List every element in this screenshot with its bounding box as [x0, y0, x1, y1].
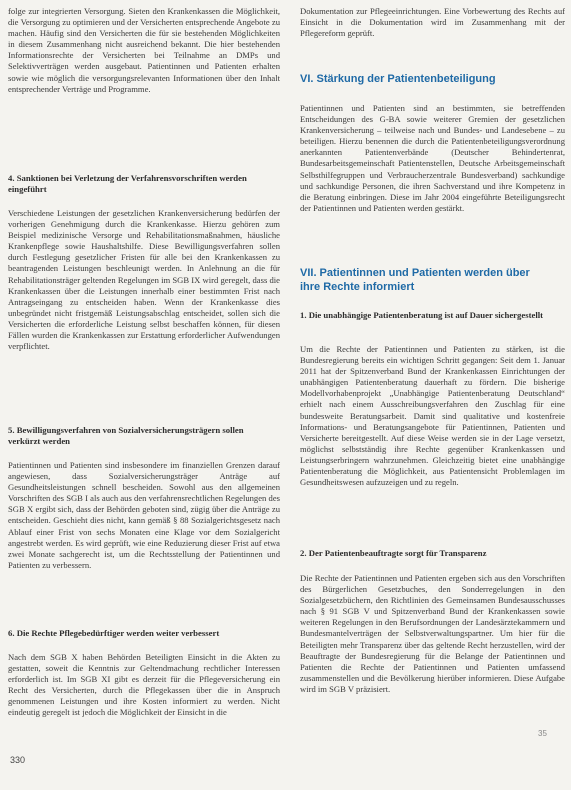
section-title-line: VII. Patientinnen und Patienten werden über [300, 267, 530, 279]
subsection-heading: 4. Sanktionen bei Verletzung der Verfahrensvorschriften werden eingeführt [8, 173, 247, 195]
paragraph: Nach dem SGB X haben Behörden Beteiligten Einsicht in die Akten zu gestatten, soweit die Kenntnis zur Geltendmachung rechtlicher Interessen erforderlich ist. Im SGB XI gibt es derzeit für die Pflegeversicherung ein Recht des Versicherten, durch die Pflegekassen über die in Anspruch genommenen Leistungen und ihre Kosten informiert zu werden. Nicht eindeutig geregelt ist jedoch die Möglichkeit der Einsicht in die [8, 652, 280, 718]
paragraph: Patientinnen und Patienten sind an bestimmten, sie betreffenden Entscheidungen des G-BA sowie weiterer Gremien der gesetzlichen Krankenversicherung – teilweise nach und Bundes- und Landesebene – zu beteiligen. Hierzu benennen die durch die Patientenbeteiligungsverordnung anerkannten Patientenverbände (Deutscher Behindertenrat, Bundesarbeitsgemeinschaft Patientenstellen, Deutsche Arbeitsgemeinschaft Selbsthilfegruppen und Verbraucherzentrale Bundesverband) sachkundige und sachkundige Personen, die ihren Sachverstand und ihre Kompetenz in die Beratung einbringen. Diese im Jahr 2004 eingeführte Beteiligungsrecht der Patientinnen und Patienten werden gestärkt. [300, 103, 565, 213]
paragraph: folge zur integrierten Versorgung. Sieten den Krankenkassen die Möglichkeit, die Versorgung zu optimieren und der Versicherten entsprechende Angebote zu machen. Häufig sind den Versicherten die für sie bestehenden Möglichkeiten in diesem Zusammenhang nicht ausreichend bekannt. Die hier bestehenden Informationsrechte der Versicherten bei Teilnahme an DMPs und Selektivverträgen werden ausgebaut. Patientinnen und Patienten erhalten sowie wie möglich die versorgungsrelevanten Informationen über den Inhalt entsprechender Verträge und Programme. [8, 6, 280, 94]
paragraph: Verschiedene Leistungen der gesetzlichen Krankenversicherung bedürfen der vorherigen Genehmigung durch die Krankenkasse. Hierzu gehören zum Beispiel medizinische Versorge und Rehabilitationsmaßnahmen, häusliche Krankenpflege sowie Haushaltshilfe. Diese Bewilligungsverfahren sollen durch Festlegung gesetzlicher Fristen für alle bei den Krankenkassen zu beantragenden Leistungen beschleunigt werden. In Anlehnung an die für Rehabilitationsträger geltenden Regelungen im SGB IX wird geregelt, dass die Krankenkassen über die Leistungen innerhalb einer bestimmten Frist nach Antragseingang zu entscheiden haben. Wenn der Krankenkasse dies unbegründet nicht fristgemäß Leistungsabschlag entscheidet, sollen sich die Versicherten die erforderliche Leistung selbst beschaffen können, für diesen Fällen wurden die Krankenkassen zur Erstattung erforderlicher Aufwendungen verpflichtet. [8, 208, 280, 352]
paragraph: Die Rechte der Patientinnen und Patienten ergeben sich aus den Vorschriften des Bürgerlichen Gesetzbuches, den Sonderregelungen in den Sozialgesetzbüchern, den Richtlinien des Gemeinsamen Bundesausschusses nach § 91 SGB V und Spitzenverband Bund der Krankenkassen sowie weiteren Regelungen in den Berufsordnungen der Landesärztekammern und Bundesmantelverträgen der Selbstverwaltungspartner. Um hier für die Beteiligten mehr Transparenz über das geltende Recht herzustellen, wird der Beauftragte der Bundesregierung für die Belange der Patientinnen und Patienten die Rechte der Patientinnen und Patienten umfassend zusammenstellen und die Bevölkerung hierüber informieren. Diese Aufgabe wird im SGB V präzisiert. [300, 573, 565, 694]
section-title-line: ihre Rechte informiert [300, 281, 415, 293]
section-title: VI. Stärkung der Patientenbeteiligung [300, 73, 496, 85]
paragraph: Patientinnen und Patienten sind insbesondere im finanziellen Grenzen darauf angewiesen, dass Sozialversicherungsträger Anträge auf Gesundheitsleistungen schnell bescheiden. Sowohl aus den allgemeinen Vorschriften des SGB I als auch aus den verfahrensrechtlichen Regelungen des SGB X ergibt sich, dass der Behörden geboten sind, zügig über die Anträge zu entscheiden. Geschieht dies nicht, kann gemäß § 88 Sozialgerichtsgesetz nach Ablauf einer Frist von sechs Monaten eine Klage vor dem Sozialgericht angestrebt werden. Es wird geprüft, wie eine Reduzierung dieser Frist auf etwa zwei Monate sachgerecht ist, um die Rechtsstellung der Patientinnen und Patienten zu verbessern. [8, 460, 280, 570]
subsection-heading: 1. Die unabhängige Patientenberatung ist auf Dauer sichergestellt [300, 310, 544, 320]
subsection-heading: 2. Der Patientenbeauftragte sorgt für Transparenz [300, 548, 487, 558]
paragraph: Dokumentation zur Pflegeeinrichtungen. Eine Vorbewertung des Rechts auf Einsicht in die Dokumentation wird im Zusammenhang mit der Pflegereform geprüft. [300, 6, 565, 39]
page-number: 330 [10, 755, 26, 765]
subsection-heading: 6. Die Rechte Pflegebedürftiger werden weiter verbessert [8, 628, 220, 638]
paragraph: Um die Rechte der Patientinnen und Patienten zu stärken, ist die Bundesregierung bereits ein wichtigen Schritt gegangen: Seit dem 1. Januar 2011 hat der Spitzenverband Bund der Krankenkassen Einrichtungen der unabhängigen Patientenberatung dauerhaft zu fördern. Die bisherige Modellvorhabenprojekt „Unabhängige Patientenberatung Deutschland“ erhielt nach einem Ausschreibungsverfahren den Zuschlag für eine bundesweite Beratungsarbeit. Damit sind qualitative und kostenfreie Informations- und Beratungsangebote für Patientinnen, Patienten und Versicherte bereitgestellt. Auf diese Weise werden sie in der Lage versetzt, möglichst selbstständig ihre Rechte gegenüber Krankenkassen und Leistungserbringern wahrzunehmen. Gleichzeitig bietet eine unabhängige Patientenberatung die Möglichkeit, aus Patientensicht Problemlagen im Gesundheitswesen aufzuzeigen und zu regeln. [300, 344, 565, 488]
subsection-heading: 5. Bewilligungsverfahren von Sozialversicherungsträgern sollen verkürzt werden [8, 425, 244, 447]
corner-mark: 35 [538, 729, 547, 738]
